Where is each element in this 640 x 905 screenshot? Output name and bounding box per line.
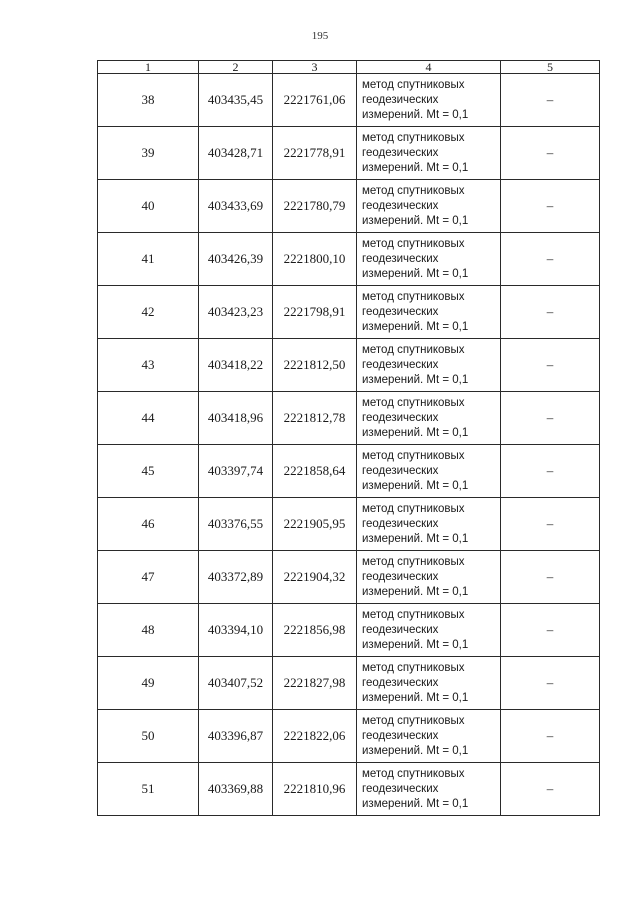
method-line-1: метод спутниковых xyxy=(362,449,465,462)
note-cell: – xyxy=(501,339,600,392)
header-row xyxy=(98,61,600,74)
method-cell xyxy=(357,498,501,551)
method-line-2: геодезических xyxy=(362,411,439,424)
method-line-2: геодезических xyxy=(362,464,439,477)
x-coordinate-cell: 403372,89 xyxy=(199,551,273,604)
method-line-3: измерений. Mt = 0,1 xyxy=(362,108,469,121)
x-coordinate-cell: 403369,88 xyxy=(199,763,273,816)
method-cell xyxy=(357,657,501,710)
note-cell: – xyxy=(501,657,600,710)
method-line-3: измерений. Mt = 0,1 xyxy=(362,691,469,704)
method-line-1: метод спутниковых xyxy=(362,237,465,250)
point-number-cell: 50 xyxy=(98,710,199,763)
point-number-cell: 47 xyxy=(98,551,199,604)
method-cell xyxy=(357,604,501,657)
method-line-1: метод спутниковых xyxy=(362,184,465,197)
y-coordinate-cell: 2221812,78 xyxy=(273,392,357,445)
point-number-cell: 39 xyxy=(98,127,199,180)
method-line-2: геодезических xyxy=(362,623,439,636)
point-number-cell: 40 xyxy=(98,180,199,233)
table-row xyxy=(98,127,600,180)
method-cell xyxy=(357,286,501,339)
table-row xyxy=(98,498,600,551)
method-line-2: геодезических xyxy=(362,517,439,530)
note-cell: – xyxy=(501,604,600,657)
table-row xyxy=(98,392,600,445)
note-cell: – xyxy=(501,445,600,498)
table-row xyxy=(98,657,600,710)
method-cell xyxy=(357,392,501,445)
method-line-3: измерений. Mt = 0,1 xyxy=(362,532,469,545)
note-cell: – xyxy=(501,74,600,127)
x-coordinate-cell: 403418,22 xyxy=(199,339,273,392)
method-line-3: измерений. Mt = 0,1 xyxy=(362,320,469,333)
method-cell xyxy=(357,710,501,763)
x-coordinate-cell: 403426,39 xyxy=(199,233,273,286)
method-line-3: измерений. Mt = 0,1 xyxy=(362,267,469,280)
y-coordinate-cell: 2221778,91 xyxy=(273,127,357,180)
method-cell xyxy=(357,763,501,816)
point-number-cell: 46 xyxy=(98,498,199,551)
table-header xyxy=(98,61,600,74)
header-col-3: 3 xyxy=(273,61,357,74)
table-row xyxy=(98,180,600,233)
method-line-2: геодезических xyxy=(362,358,439,371)
method-cell xyxy=(357,233,501,286)
method-cell xyxy=(357,339,501,392)
method-line-2: геодезических xyxy=(362,676,439,689)
table-row xyxy=(98,604,600,657)
method-cell xyxy=(357,551,501,604)
point-number-cell: 44 xyxy=(98,392,199,445)
point-number-cell: 45 xyxy=(98,445,199,498)
x-coordinate-cell: 403407,52 xyxy=(199,657,273,710)
method-line-2: геодезических xyxy=(362,729,439,742)
x-coordinate-cell: 403396,87 xyxy=(199,710,273,763)
method-line-3: измерений. Mt = 0,1 xyxy=(362,744,469,757)
method-cell xyxy=(357,445,501,498)
x-coordinate-cell: 403376,55 xyxy=(199,498,273,551)
note-cell: – xyxy=(501,498,600,551)
method-cell xyxy=(357,180,501,233)
method-cell xyxy=(357,127,501,180)
x-coordinate-cell: 403428,71 xyxy=(199,127,273,180)
method-line-1: метод спутниковых xyxy=(362,661,465,674)
y-coordinate-cell: 2221812,50 xyxy=(273,339,357,392)
table-row xyxy=(98,286,600,339)
method-line-3: измерений. Mt = 0,1 xyxy=(362,797,469,810)
point-number-cell: 41 xyxy=(98,233,199,286)
method-line-2: геодезических xyxy=(362,252,439,265)
header-col-1: 1 xyxy=(98,61,199,74)
y-coordinate-cell: 2221800,10 xyxy=(273,233,357,286)
page-number: 195 xyxy=(311,30,329,42)
x-coordinate-cell: 403418,96 xyxy=(199,392,273,445)
method-line-3: измерений. Mt = 0,1 xyxy=(362,585,469,598)
y-coordinate-cell: 2221822,06 xyxy=(273,710,357,763)
point-number-cell: 49 xyxy=(98,657,199,710)
note-cell: – xyxy=(501,710,600,763)
header-col-5: 5 xyxy=(501,61,600,74)
table-body xyxy=(98,74,600,816)
method-line-2: геодезических xyxy=(362,93,439,106)
y-coordinate-cell: 2221827,98 xyxy=(273,657,357,710)
method-line-1: метод спутниковых xyxy=(362,78,465,91)
method-line-1: метод спутниковых xyxy=(362,608,465,621)
note-cell: – xyxy=(501,551,600,604)
x-coordinate-cell: 403423,23 xyxy=(199,286,273,339)
y-coordinate-cell: 2221905,95 xyxy=(273,498,357,551)
table-row xyxy=(98,763,600,816)
point-number-cell: 51 xyxy=(98,763,199,816)
header-col-4: 4 xyxy=(357,61,501,74)
x-coordinate-cell: 403394,10 xyxy=(199,604,273,657)
method-line-1: метод спутниковых xyxy=(362,396,465,409)
y-coordinate-cell: 2221858,64 xyxy=(273,445,357,498)
table-row xyxy=(98,233,600,286)
method-line-3: измерений. Mt = 0,1 xyxy=(362,161,469,174)
method-line-1: метод спутниковых xyxy=(362,555,465,568)
point-number-cell: 43 xyxy=(98,339,199,392)
note-cell: – xyxy=(501,763,600,816)
method-line-1: метод спутниковых xyxy=(362,767,465,780)
method-line-2: геодезических xyxy=(362,146,439,159)
method-line-3: измерений. Mt = 0,1 xyxy=(362,638,469,651)
note-cell: – xyxy=(501,127,600,180)
note-cell: – xyxy=(501,286,600,339)
method-line-2: геодезических xyxy=(362,782,439,795)
y-coordinate-cell: 2221761,06 xyxy=(273,74,357,127)
method-line-1: метод спутниковых xyxy=(362,290,465,303)
point-number-cell: 38 xyxy=(98,74,199,127)
x-coordinate-cell: 403435,45 xyxy=(199,74,273,127)
y-coordinate-cell: 2221904,32 xyxy=(273,551,357,604)
method-line-1: метод спутниковых xyxy=(362,714,465,727)
method-line-3: измерений. Mt = 0,1 xyxy=(362,373,469,386)
note-cell: – xyxy=(501,180,600,233)
note-cell: – xyxy=(501,392,600,445)
header-col-2: 2 xyxy=(199,61,273,74)
method-line-3: измерений. Mt = 0,1 xyxy=(362,426,469,439)
method-line-2: геодезических xyxy=(362,199,439,212)
y-coordinate-cell: 2221780,79 xyxy=(273,180,357,233)
x-coordinate-cell: 403433,69 xyxy=(199,180,273,233)
method-cell xyxy=(357,74,501,127)
table-row xyxy=(98,710,600,763)
note-cell: – xyxy=(501,233,600,286)
point-number-cell: 42 xyxy=(98,286,199,339)
y-coordinate-cell: 2221856,98 xyxy=(273,604,357,657)
point-number-cell: 48 xyxy=(98,604,199,657)
method-line-1: метод спутниковых xyxy=(362,131,465,144)
x-coordinate-cell: 403397,74 xyxy=(199,445,273,498)
table-row xyxy=(98,339,600,392)
y-coordinate-cell: 2221810,96 xyxy=(273,763,357,816)
method-line-2: геодезических xyxy=(362,570,439,583)
coordinates-table xyxy=(97,60,600,816)
table-row xyxy=(98,74,600,127)
table-row xyxy=(98,551,600,604)
table-row xyxy=(98,445,600,498)
method-line-3: измерений. Mt = 0,1 xyxy=(362,214,469,227)
method-line-2: геодезических xyxy=(362,305,439,318)
method-line-1: метод спутниковых xyxy=(362,343,465,356)
method-line-1: метод спутниковых xyxy=(362,502,465,515)
method-line-3: измерений. Mt = 0,1 xyxy=(362,479,469,492)
y-coordinate-cell: 2221798,91 xyxy=(273,286,357,339)
